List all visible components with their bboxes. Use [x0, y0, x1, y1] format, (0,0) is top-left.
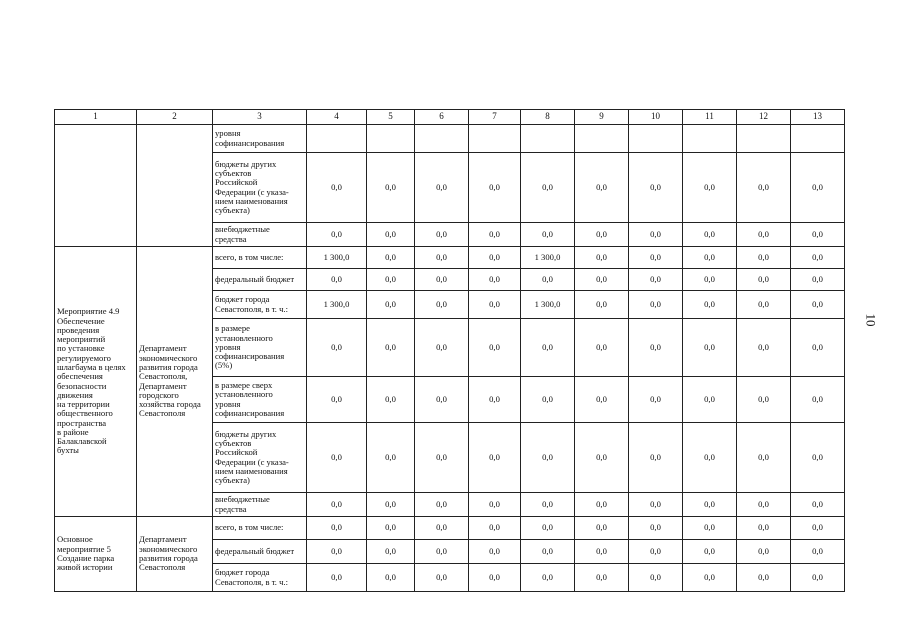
header-cell: 3 — [213, 110, 307, 125]
value-cell: 0,0 — [683, 247, 737, 269]
value-cell: 0,0 — [367, 540, 415, 564]
value-cell: 0,0 — [367, 493, 415, 517]
value-cell: 0,0 — [575, 269, 629, 291]
value-cell: 0,0 — [683, 319, 737, 377]
value-cell: 0,0 — [629, 153, 683, 223]
value-cell: 0,0 — [307, 493, 367, 517]
value-cell: 0,0 — [469, 423, 521, 493]
value-cell: 0,0 — [791, 247, 845, 269]
value-cell: 0,0 — [521, 493, 575, 517]
header-cell: 10 — [629, 110, 683, 125]
value-cell: 0,0 — [521, 269, 575, 291]
value-cell: 0,0 — [683, 223, 737, 247]
value-cell: 0,0 — [683, 269, 737, 291]
responsible-party-cell: Департамент экономического развития города Севастополя, Департамент городского хозяйства города Севастополя — [137, 247, 213, 517]
value-cell: 0,0 — [737, 223, 791, 247]
value-cell: 0,0 — [791, 153, 845, 223]
value-cell — [791, 125, 845, 153]
value-cell — [469, 125, 521, 153]
measure-name-cell: Мероприятие 4.9 Обеспечение проведения мероприятий по установке регулируемого шлагбаума в целях обеспечения безопасности движения на территории общественного пространства в районе Балаклавской бухты — [55, 247, 137, 517]
value-cell: 0,0 — [737, 247, 791, 269]
value-cell: 0,0 — [367, 223, 415, 247]
value-cell: 0,0 — [469, 223, 521, 247]
value-cell: 0,0 — [683, 493, 737, 517]
value-cell: 0,0 — [415, 223, 469, 247]
value-cell: 0,0 — [415, 564, 469, 592]
value-cell: 1 300,0 — [307, 247, 367, 269]
value-cell: 1 300,0 — [521, 247, 575, 269]
value-cell: 0,0 — [367, 377, 415, 423]
header-cell: 13 — [791, 110, 845, 125]
value-cell: 0,0 — [367, 319, 415, 377]
value-cell: 0,0 — [415, 153, 469, 223]
value-cell — [307, 125, 367, 153]
responsible-party-cell — [137, 125, 213, 247]
header-cell: 12 — [737, 110, 791, 125]
value-cell: 0,0 — [737, 291, 791, 319]
value-cell: 0,0 — [575, 153, 629, 223]
value-cell: 0,0 — [575, 423, 629, 493]
value-cell — [629, 125, 683, 153]
table-row — [55, 247, 845, 269]
value-cell: 0,0 — [415, 377, 469, 423]
value-cell: 0,0 — [683, 377, 737, 423]
value-cell: 0,0 — [737, 269, 791, 291]
table-row — [55, 125, 845, 153]
funding-source-cell: внебюджетные средства — [213, 493, 307, 517]
value-cell: 0,0 — [629, 223, 683, 247]
value-cell: 0,0 — [629, 493, 683, 517]
value-cell: 0,0 — [683, 153, 737, 223]
value-cell: 0,0 — [415, 319, 469, 377]
page-number: 10 — [863, 313, 879, 327]
measure-name-cell — [55, 125, 137, 247]
funding-source-cell: в размере установленного уровня софинансирования (5%) — [213, 319, 307, 377]
header-cell: 5 — [367, 110, 415, 125]
value-cell: 0,0 — [307, 423, 367, 493]
value-cell: 0,0 — [683, 540, 737, 564]
value-cell: 0,0 — [791, 423, 845, 493]
value-cell: 0,0 — [367, 423, 415, 493]
value-cell: 0,0 — [737, 153, 791, 223]
value-cell: 0,0 — [367, 269, 415, 291]
value-cell: 0,0 — [575, 319, 629, 377]
funding-source-cell: всего, в том числе: — [213, 517, 307, 540]
value-cell: 0,0 — [367, 517, 415, 540]
value-cell: 0,0 — [415, 517, 469, 540]
value-cell: 0,0 — [791, 493, 845, 517]
value-cell: 0,0 — [367, 564, 415, 592]
value-cell: 0,0 — [629, 269, 683, 291]
header-cell: 1 — [55, 110, 137, 125]
header-cell: 11 — [683, 110, 737, 125]
value-cell: 0,0 — [683, 423, 737, 493]
value-cell: 0,0 — [575, 377, 629, 423]
value-cell: 0,0 — [469, 564, 521, 592]
value-cell: 0,0 — [683, 291, 737, 319]
value-cell: 0,0 — [415, 540, 469, 564]
value-cell: 0,0 — [307, 269, 367, 291]
measure-name-cell: Основное мероприятие 5 Создание парка живой истории — [55, 517, 137, 592]
value-cell: 0,0 — [521, 319, 575, 377]
value-cell: 0,0 — [307, 319, 367, 377]
funding-source-cell: федеральный бюджет — [213, 540, 307, 564]
value-cell: 0,0 — [629, 517, 683, 540]
value-cell: 0,0 — [791, 540, 845, 564]
value-cell: 0,0 — [791, 319, 845, 377]
value-cell: 0,0 — [415, 423, 469, 493]
funding-source-cell: бюджет города Севастополя, в т. ч.: — [213, 291, 307, 319]
value-cell: 0,0 — [415, 493, 469, 517]
header-cell: 7 — [469, 110, 521, 125]
value-cell: 0,0 — [791, 377, 845, 423]
value-cell: 0,0 — [469, 269, 521, 291]
value-cell: 0,0 — [737, 377, 791, 423]
value-cell: 0,0 — [307, 153, 367, 223]
funding-source-cell: всего, в том числе: — [213, 247, 307, 269]
funding-source-cell: внебюджетные средства — [213, 223, 307, 247]
value-cell: 0,0 — [575, 291, 629, 319]
value-cell: 0,0 — [575, 493, 629, 517]
value-cell: 0,0 — [791, 564, 845, 592]
value-cell: 1 300,0 — [521, 291, 575, 319]
value-cell: 0,0 — [367, 153, 415, 223]
value-cell: 0,0 — [469, 377, 521, 423]
value-cell: 0,0 — [307, 517, 367, 540]
header-cell: 6 — [415, 110, 469, 125]
value-cell: 0,0 — [469, 319, 521, 377]
value-cell: 0,0 — [683, 517, 737, 540]
value-cell: 0,0 — [575, 247, 629, 269]
value-cell: 0,0 — [521, 564, 575, 592]
value-cell: 0,0 — [683, 564, 737, 592]
value-cell: 0,0 — [629, 291, 683, 319]
value-cell: 0,0 — [629, 377, 683, 423]
value-cell: 0,0 — [415, 291, 469, 319]
header-cell: 2 — [137, 110, 213, 125]
value-cell: 0,0 — [629, 423, 683, 493]
funding-source-cell: уровня софинансирования — [213, 125, 307, 153]
value-cell — [683, 125, 737, 153]
value-cell: 0,0 — [737, 540, 791, 564]
value-cell: 0,0 — [791, 517, 845, 540]
value-cell: 0,0 — [575, 564, 629, 592]
value-cell: 0,0 — [469, 153, 521, 223]
value-cell: 0,0 — [521, 423, 575, 493]
value-cell: 0,0 — [737, 517, 791, 540]
value-cell: 0,0 — [737, 564, 791, 592]
value-cell: 0,0 — [791, 223, 845, 247]
value-cell: 0,0 — [307, 223, 367, 247]
value-cell: 0,0 — [791, 269, 845, 291]
table-body — [55, 110, 845, 592]
value-cell: 0,0 — [469, 247, 521, 269]
value-cell: 0,0 — [521, 153, 575, 223]
value-cell: 0,0 — [367, 247, 415, 269]
header-cell: 9 — [575, 110, 629, 125]
value-cell: 0,0 — [629, 319, 683, 377]
value-cell: 0,0 — [469, 517, 521, 540]
value-cell: 0,0 — [737, 493, 791, 517]
value-cell: 0,0 — [521, 540, 575, 564]
value-cell: 0,0 — [367, 291, 415, 319]
funding-source-cell: бюджеты других субъектов Российской Федерации (с указа- нием наименования субъекта) — [213, 423, 307, 493]
value-cell: 0,0 — [469, 493, 521, 517]
value-cell — [521, 125, 575, 153]
header-cell: 8 — [521, 110, 575, 125]
funding-source-cell: бюджет города Севастополя, в т. ч.: — [213, 564, 307, 592]
value-cell: 0,0 — [575, 517, 629, 540]
value-cell: 0,0 — [415, 247, 469, 269]
value-cell: 1 300,0 — [307, 291, 367, 319]
value-cell — [575, 125, 629, 153]
value-cell: 0,0 — [737, 423, 791, 493]
value-cell: 0,0 — [575, 540, 629, 564]
header-row — [55, 110, 845, 125]
header-cell: 4 — [307, 110, 367, 125]
value-cell: 0,0 — [629, 564, 683, 592]
value-cell — [737, 125, 791, 153]
value-cell: 0,0 — [629, 540, 683, 564]
value-cell: 0,0 — [307, 540, 367, 564]
value-cell: 0,0 — [521, 223, 575, 247]
value-cell: 0,0 — [307, 377, 367, 423]
value-cell: 0,0 — [521, 517, 575, 540]
value-cell — [415, 125, 469, 153]
value-cell: 0,0 — [629, 247, 683, 269]
value-cell: 0,0 — [575, 223, 629, 247]
value-cell: 0,0 — [469, 540, 521, 564]
value-cell: 0,0 — [737, 319, 791, 377]
value-cell — [367, 125, 415, 153]
value-cell: 0,0 — [791, 291, 845, 319]
value-cell: 0,0 — [415, 269, 469, 291]
value-cell: 0,0 — [307, 564, 367, 592]
funding-source-cell: в размере сверх установленного уровня софинансирования — [213, 377, 307, 423]
funding-source-cell: бюджеты других субъектов Российской Федерации (с указа- нием наименования субъекта) — [213, 153, 307, 223]
responsible-party-cell: Департамент экономического развития города Севастополя — [137, 517, 213, 592]
table-row — [55, 517, 845, 540]
budget-table — [54, 109, 845, 592]
value-cell: 0,0 — [521, 377, 575, 423]
value-cell: 0,0 — [469, 291, 521, 319]
funding-source-cell: федеральный бюджет — [213, 269, 307, 291]
